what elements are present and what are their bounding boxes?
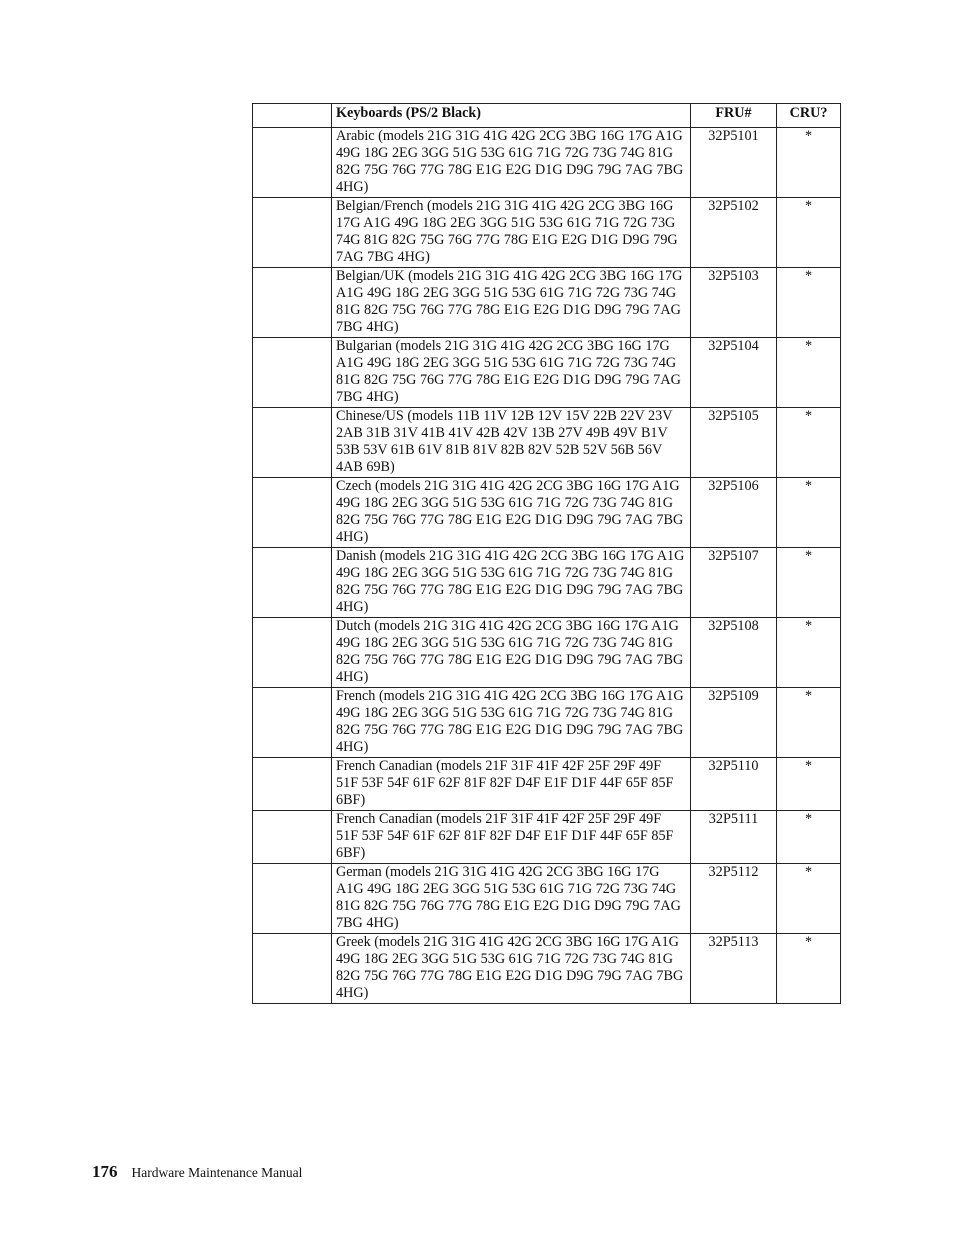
- row-cru: *: [777, 408, 841, 478]
- table-row: [253, 934, 841, 1004]
- header-cru: CRU?: [777, 104, 841, 128]
- row-blank-cell: [253, 688, 332, 758]
- table-row: [253, 758, 841, 811]
- row-fru: 32P5113: [691, 934, 777, 1004]
- keyboard-fru-table: [252, 103, 841, 1004]
- row-fru: 32P5104: [691, 338, 777, 408]
- row-cru: *: [777, 478, 841, 548]
- table-row: [253, 408, 841, 478]
- row-description: Bulgarian (models 21G 31G 41G 42G 2CG 3BG 16G 17G A1G 49G 18G 2EG 3GG 51G 53G 61G 71G 72G 73G 74G 81G 82G 75G 76G 77G 78G E1G E2G D1G D9G 79G 7AG 7BG 4HG): [332, 338, 691, 408]
- table-row: [253, 864, 841, 934]
- row-fru: 32P5105: [691, 408, 777, 478]
- row-blank-cell: [253, 338, 332, 408]
- row-blank-cell: [253, 128, 332, 198]
- row-blank-cell: [253, 864, 332, 934]
- table-row: [253, 338, 841, 408]
- row-description: Belgian/French (models 21G 31G 41G 42G 2CG 3BG 16G 17G A1G 49G 18G 2EG 3GG 51G 53G 61G 71G 72G 73G 74G 81G 82G 75G 76G 77G 78G E1G E2G D1G D9G 79G 7AG 7BG 4HG): [332, 198, 691, 268]
- row-blank-cell: [253, 934, 332, 1004]
- row-blank-cell: [253, 548, 332, 618]
- row-blank-cell: [253, 811, 332, 864]
- row-cru: *: [777, 268, 841, 338]
- row-description: Dutch (models 21G 31G 41G 42G 2CG 3BG 16G 17G A1G 49G 18G 2EG 3GG 51G 53G 61G 71G 72G 73G 74G 81G 82G 75G 76G 77G 78G E1G E2G D1G D9G 79G 7AG 7BG 4HG): [332, 618, 691, 688]
- row-blank-cell: [253, 618, 332, 688]
- table-row: [253, 478, 841, 548]
- row-cru: *: [777, 338, 841, 408]
- row-cru: *: [777, 811, 841, 864]
- row-cru: *: [777, 934, 841, 1004]
- page-footer: [92, 1162, 302, 1182]
- row-description: German (models 21G 31G 41G 42G 2CG 3BG 16G 17G A1G 49G 18G 2EG 3GG 51G 53G 61G 71G 72G 73G 74G 81G 82G 75G 76G 77G 78G E1G E2G D1G D9G 79G 7AG 7BG 4HG): [332, 864, 691, 934]
- header-description: Keyboards (PS/2 Black): [332, 104, 691, 128]
- row-fru: 32P5107: [691, 548, 777, 618]
- row-cru: *: [777, 688, 841, 758]
- table-row: [253, 688, 841, 758]
- row-fru: 32P5106: [691, 478, 777, 548]
- row-cru: *: [777, 548, 841, 618]
- row-fru: 32P5112: [691, 864, 777, 934]
- row-blank-cell: [253, 198, 332, 268]
- row-cru: *: [777, 198, 841, 268]
- row-cru: *: [777, 864, 841, 934]
- row-description: French Canadian (models 21F 31F 41F 42F 25F 29F 49F 51F 53F 54F 61F 62F 81F 82F D4F E1F D1F 44F 65F 85F 6BF): [332, 758, 691, 811]
- row-description: Greek (models 21G 31G 41G 42G 2CG 3BG 16G 17G A1G 49G 18G 2EG 3GG 51G 53G 61G 71G 72G 73G 74G 81G 82G 75G 76G 77G 78G E1G E2G D1G D9G 79G 7AG 7BG 4HG): [332, 934, 691, 1004]
- row-fru: 32P5108: [691, 618, 777, 688]
- row-blank-cell: [253, 758, 332, 811]
- table-row: [253, 128, 841, 198]
- row-cru: *: [777, 618, 841, 688]
- table-header-row: [253, 104, 841, 128]
- row-description: Czech (models 21G 31G 41G 42G 2CG 3BG 16G 17G A1G 49G 18G 2EG 3GG 51G 53G 61G 71G 72G 73G 74G 81G 82G 75G 76G 77G 78G E1G E2G D1G D9G 79G 7AG 7BG 4HG): [332, 478, 691, 548]
- row-cru: *: [777, 128, 841, 198]
- row-description: Arabic (models 21G 31G 41G 42G 2CG 3BG 16G 17G A1G 49G 18G 2EG 3GG 51G 53G 61G 71G 72G 73G 74G 81G 82G 75G 76G 77G 78G E1G E2G D1G D9G 79G 7AG 7BG 4HG): [332, 128, 691, 198]
- row-fru: 32P5109: [691, 688, 777, 758]
- row-fru: 32P5101: [691, 128, 777, 198]
- row-description: Belgian/UK (models 21G 31G 41G 42G 2CG 3BG 16G 17G A1G 49G 18G 2EG 3GG 51G 53G 61G 71G 72G 73G 74G 81G 82G 75G 76G 77G 78G E1G E2G D1G D9G 79G 7AG 7BG 4HG): [332, 268, 691, 338]
- row-fru: 32P5110: [691, 758, 777, 811]
- table-row: [253, 198, 841, 268]
- row-blank-cell: [253, 268, 332, 338]
- header-blank: [253, 104, 332, 128]
- table-row: [253, 618, 841, 688]
- row-fru: 32P5102: [691, 198, 777, 268]
- header-fru: FRU#: [691, 104, 777, 128]
- manual-title: Hardware Maintenance Manual: [131, 1165, 303, 1180]
- table-row: [253, 548, 841, 618]
- row-description: French Canadian (models 21F 31F 41F 42F 25F 29F 49F 51F 53F 54F 61F 62F 81F 82F D4F E1F D1F 44F 65F 85F 6BF): [332, 811, 691, 864]
- table-row: [253, 811, 841, 864]
- row-description: Danish (models 21G 31G 41G 42G 2CG 3BG 16G 17G A1G 49G 18G 2EG 3GG 51G 53G 61G 71G 72G 73G 74G 81G 82G 75G 76G 77G 78G E1G E2G D1G D9G 79G 7AG 7BG 4HG): [332, 548, 691, 618]
- table-row: [253, 268, 841, 338]
- row-fru: 32P5111: [691, 811, 777, 864]
- page-number: 176: [92, 1162, 118, 1181]
- row-blank-cell: [253, 478, 332, 548]
- row-blank-cell: [253, 408, 332, 478]
- row-cru: *: [777, 758, 841, 811]
- row-description: Chinese/US (models 11B 11V 12B 12V 15V 22B 22V 23V 2AB 31B 31V 41B 41V 42B 42V 13B 27V 49B 49V B1V 53B 53V 61B 61V 81B 81V 82B 82V 52B 52V 56B 56V 4AB 69B): [332, 408, 691, 478]
- row-description: French (models 21G 31G 41G 42G 2CG 3BG 16G 17G A1G 49G 18G 2EG 3GG 51G 53G 61G 71G 72G 73G 74G 81G 82G 75G 76G 77G 78G E1G E2G D1G D9G 79G 7AG 7BG 4HG): [332, 688, 691, 758]
- row-fru: 32P5103: [691, 268, 777, 338]
